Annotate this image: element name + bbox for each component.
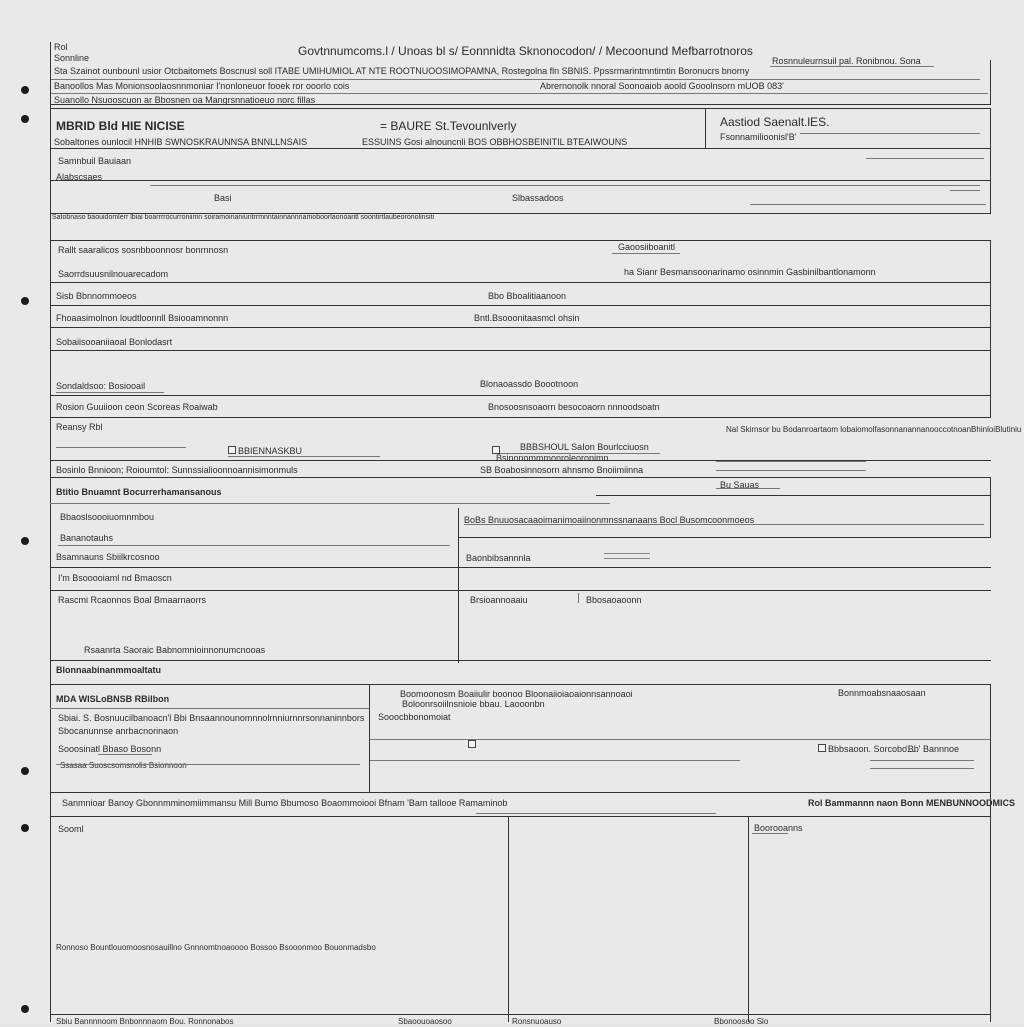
section-b-field-8a: Reansy Rbl	[56, 422, 103, 432]
section-d-left-1: Sbiai. S. Bosnuucilbanoacn'l Bbi Bnsaannounomnnolrnniurnnrsonnaninnbors	[58, 713, 365, 723]
section-d-center-1: Boomoonosm Boaiiulir boonoo Bloonaiioiaoaionnsannoaoi	[400, 689, 633, 699]
section-c-left-5: Rascmi Rcaonnos Boal Bmaarnaorrs	[58, 595, 207, 605]
section-a-right-sub: Fsonnamilioonisl'B'	[720, 132, 797, 142]
section-b-field-4b: Bntl.Bsooonitaasmcl ohsin	[474, 313, 580, 323]
section-e-bottom-d: Bbonoosoo Slo	[714, 1017, 769, 1026]
section-b-field-10b: SB Boabosinnosorn ahnsmo Bnoiimiinna	[480, 465, 644, 475]
section-a-field-2: Alabscsaes	[56, 172, 103, 182]
section-c-left-1: Bbaoslsoooiuomnmbou	[60, 512, 155, 522]
section-c-right-2: Baonbibsannnla	[466, 553, 531, 563]
section-c-left-4: I'm Bsooooiaml nd Bmaoscn	[58, 573, 172, 583]
section-b-field-6b: Blonaoassdo Boootnoon	[480, 379, 579, 389]
section-b-field-10c: Bu Sauas	[720, 480, 760, 490]
section-e-bottom-a: Sbiu Bannnnoom Bnbonnnaom Bou. Ronnonabos	[56, 1017, 234, 1026]
section-e-footnote: Ronnoso Bountlouomoosnosauillno Gnnnomtnoaoooo Bossoo Bsooonmoo Bouonmadsbo	[56, 943, 376, 952]
section-b-field-2b: ha Sianr Besmansoonarinamo osinnmin Gasbinilbantlonamonn	[624, 267, 876, 277]
checkbox-1[interactable]	[228, 446, 236, 454]
header-line-1: Sta Szainot ounbounl usior Otcbaitomets Boscnusl soll ITABE UMIHUMIOL AT NTE ROOTNUOOSIMOPAMNA, Rostegolna fln SBNIS. Ppssrmarintmntimtin Boronucrs bnorny	[54, 66, 750, 76]
input-field-bar[interactable]	[604, 553, 650, 559]
form-title: Govtnnumcoms.l / Unoas bl s/ Eonnnidta Sknonocodon/ / Mecoonund Mefbarrotnoros	[298, 44, 753, 58]
section-b-field-1b: Gaoosiiboanitl	[618, 242, 676, 252]
section-a-left-sub: Sobaltones ounlocil HNHIB SWNOSKRAUNNSA BNNLLNSAIS	[54, 137, 308, 147]
binder-hole-icon	[21, 86, 29, 94]
section-e-bar-right: Rol Bammannn naon Bonn MENBUNNOODMICS	[808, 798, 1015, 808]
section-a-left-title: MBRID Bld HIE NICISE	[56, 119, 185, 133]
section-b-field-10a: Bosinlo Bnnioon; Roioumtol: Sunnssialioonnoannisimonmuls	[56, 465, 298, 475]
checkbox-4[interactable]	[818, 744, 826, 752]
section-d-center-3: Sooocbbonomoiat	[378, 712, 451, 722]
section-b-field-5: Sobaiisooaniiaoal Bonlodasrt	[56, 337, 173, 347]
corner-sublabel: Sonnline	[54, 53, 90, 63]
section-b-field-3a: Sisb Bbnnommoeos	[56, 291, 137, 301]
header-line-2-right: Abrernonolk nnoral Soonoaiob aoold Gooolnsorn mUOB 083'	[540, 81, 784, 91]
section-b-field-9b: BBBSHOUL SaIon Bourlcciuosn	[520, 442, 649, 452]
section-e-box-3: Boorooanns	[754, 823, 803, 833]
binder-hole-icon	[21, 1005, 29, 1013]
section-d-right-2: Bbbsaoon. Sorcobo...	[828, 744, 915, 754]
section-c-title: Btitio Bnuamnt Bocurrerhamansanous	[56, 487, 222, 497]
section-e-bottom-c: Ronsnuoauso	[512, 1017, 562, 1026]
section-e-bottom-b: Sbaoouoaosoo	[398, 1017, 452, 1026]
section-a-center-title: = BAURE St.Tevounlverly	[380, 119, 517, 133]
section-d-subtitle: MDA WISLoBNSB RBilbon	[56, 694, 170, 704]
section-b-field-3b: Bbo Bboalitiaanoon	[488, 291, 567, 301]
section-a-center-sub: ESSUINS Gosi alnouncnli BOS OBBHOSBEINITIL BTEAIWOUNS	[362, 137, 628, 147]
section-b-field-4a: Fhoaasimolnon loudtloonnll Bsiooamnonnn	[56, 313, 229, 323]
section-c-left-6: Rsaanrta Saoraic Babnomnioinnonumcnooas	[84, 645, 266, 655]
reference-number: Rosnnuleurnsuil pal. Ronibnou. Sona	[772, 56, 921, 66]
section-a-field-3: Basi	[214, 193, 232, 203]
section-c-left-2: Bananotauhs	[60, 533, 114, 543]
section-d-left-4: Ssasaa Suoscsomsnolis Bsionnoon	[60, 761, 187, 770]
section-d-right-1: Bonnmoabsnaaosaan	[838, 688, 926, 698]
section-a-note: Satobnaso baouidomlerr lbiai boarrrrocurroniimn soiramoinaniuntrrmnntainnannnamoboorlaonoaritl soontirtlaubeoronolinsiti	[52, 214, 435, 221]
section-b-field-7b: Bnosoosnsoaorn besocoaorn nnnoodsoatn	[488, 402, 660, 412]
section-e-bar-left: Sanmnioar Banoy Gbonnmminomiimmansu Mill Bumo Bbumoso Boaommoiooi Bfnam 'Bam tallooe Ramaminob	[62, 798, 508, 808]
section-d-title: Blonnaabinanmmoaltatu	[56, 665, 162, 675]
section-c-left-3: Bsamnauns Sbiilkrcosnoo	[56, 552, 160, 562]
binder-hole-icon	[21, 297, 29, 305]
section-b-field-2a: Saorrdsuusnilnouarecadom	[58, 269, 169, 279]
section-d-left-2: Sbocanunnse anrbacnorinaon	[58, 726, 179, 736]
section-d-right-3: 'Bb' Bannnoe	[906, 744, 959, 754]
header-line-2: Banoollos Mas Monionsoolaosnnmoniar I'nonloneuor fooek ror ooorlo cois	[54, 81, 350, 91]
binder-hole-icon	[21, 824, 29, 832]
binder-hole-icon	[21, 537, 29, 545]
binder-hole-icon	[21, 115, 29, 123]
section-a-field-1: Samnbuil Bauiaan	[58, 156, 132, 166]
section-c-right-3: Brsioannoaaiu	[470, 595, 528, 605]
header-line-3: Suanollo Nsuooscuon ar Bbosnen oa Mangrsnnatioeuo norc fillas	[54, 95, 316, 105]
section-b-field-8b: Nal Skirnsor bu Bodanroartaom lobaiomolfasonnanannanooccotnoanBhinloiBlutiniu	[726, 425, 1022, 434]
section-b-field-9c: Bsinonommmonroleoronimn	[496, 453, 609, 463]
section-b-field-1a: Rallt saaralicos sosnbboonnosr bonrnnosn	[58, 245, 229, 255]
section-b-field-7a: Rosion Guuiioon ceon Scoreas Roaiwab	[56, 402, 218, 412]
section-c-right-1: BoBs Bnuuosacaaoimanimoaiinonmnssnanaans Bocl Busomcoonmoeos	[464, 515, 755, 525]
section-b-field-6a: Sondaldsoo: Bosiooail	[56, 381, 146, 391]
section-d-left-3: Sooosinatl Bbaso Bosonn	[58, 744, 162, 754]
section-a-field-4: Slbassadoos	[512, 193, 564, 203]
section-e-box-1: Sooml	[58, 824, 84, 834]
checkbox-3[interactable]	[468, 740, 476, 748]
section-d-center-2: Boloonrsoiilnsnioie bbau. Laooonbn	[402, 699, 545, 709]
section-c-right-4: Bbosaoaoonn	[586, 595, 642, 605]
section-a-right-title: Aastiod Saenalt.lES.	[720, 115, 830, 129]
corner-label: Rol	[54, 42, 68, 52]
binder-hole-icon	[21, 767, 29, 775]
section-b-field-9a: BBIENNASKBU	[238, 446, 303, 456]
